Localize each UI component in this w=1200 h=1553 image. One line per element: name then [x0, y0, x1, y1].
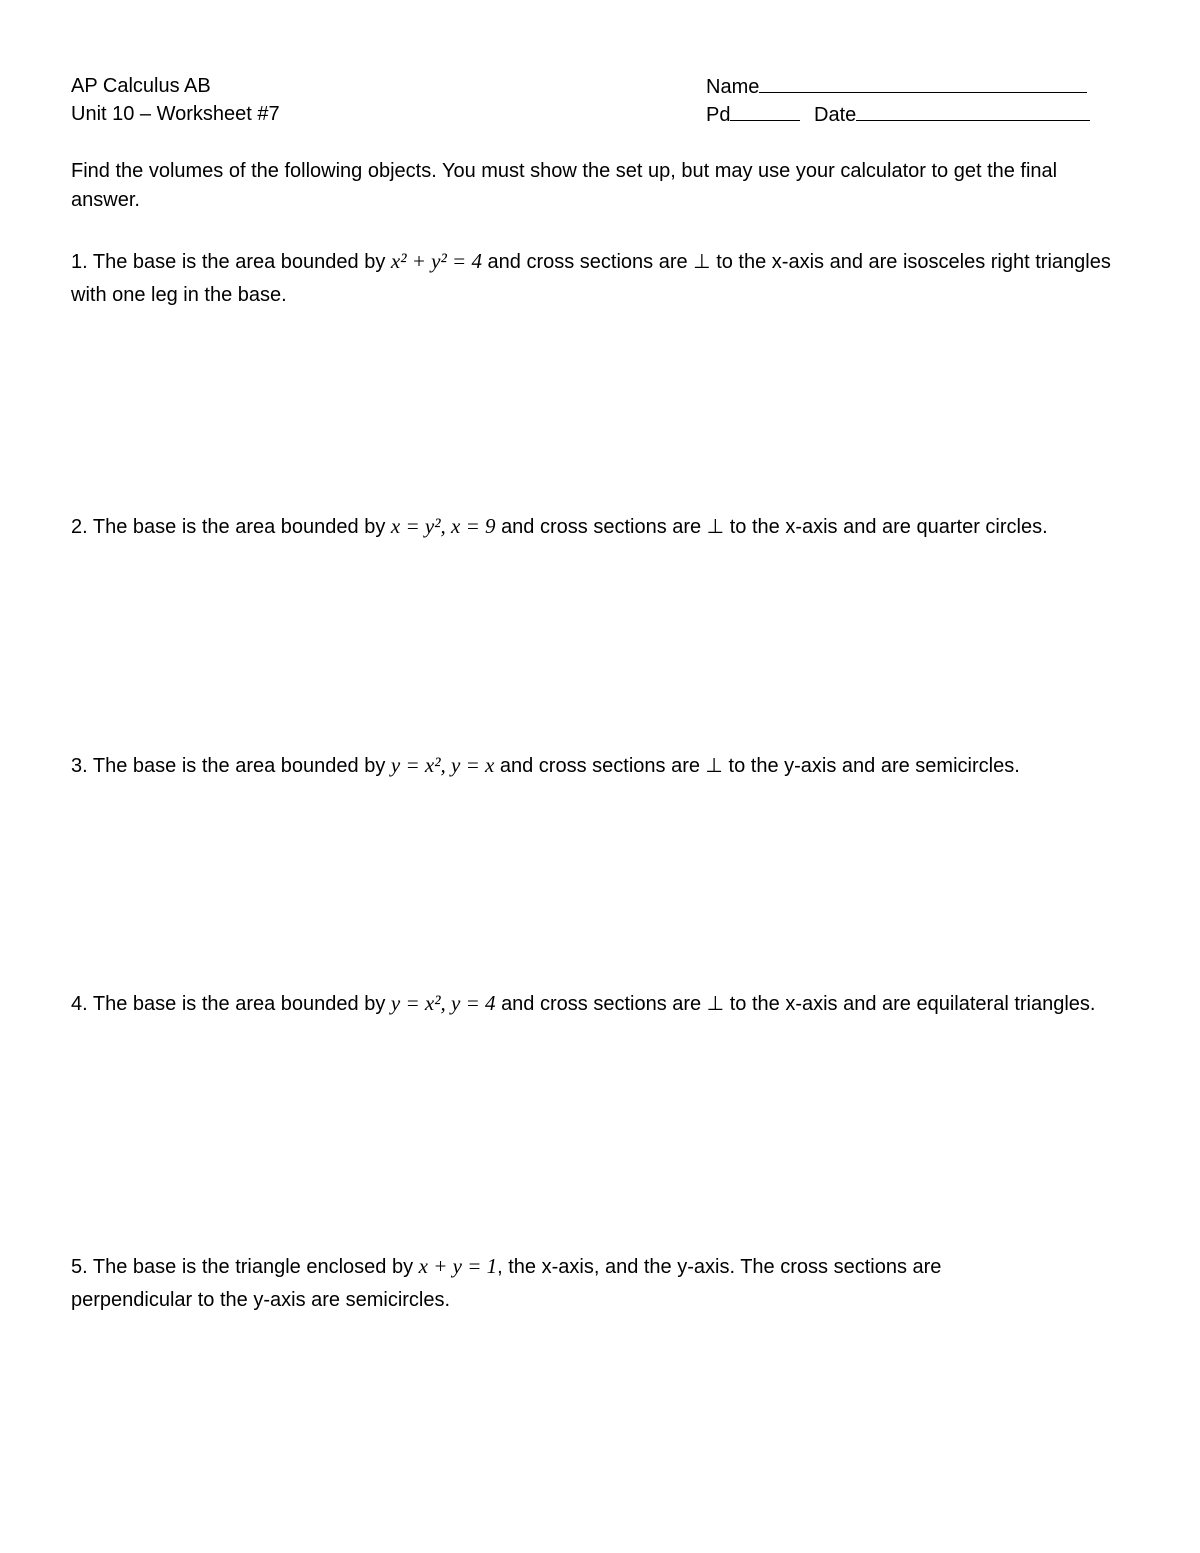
perpendicular-symbol: ⊥	[705, 753, 723, 777]
problem-text: and cross sections are	[501, 516, 702, 538]
problem-text: The base is the area bounded by	[92, 755, 386, 777]
problem-text: and cross sections are	[501, 993, 702, 1015]
period-date-fields	[706, 100, 1090, 129]
problem-number: 5.	[71, 1256, 88, 1278]
period-blank[interactable]	[730, 100, 800, 121]
problem-text: The base is the area bounded by	[92, 993, 386, 1015]
date-blank[interactable]	[856, 100, 1090, 121]
problem-text: The base is the area bounded by	[92, 516, 386, 538]
problem-3	[71, 749, 1171, 783]
problem-5	[71, 1250, 1031, 1317]
problem-text: The base is the area bounded by	[92, 251, 386, 273]
name-field[interactable]	[706, 72, 1087, 101]
problem-2	[71, 510, 1171, 544]
course-title: AP Calculus AB	[71, 75, 211, 97]
problem-text: to the x-axis and are equilateral triangles.	[729, 993, 1096, 1015]
perpendicular-symbol: ⊥	[693, 249, 711, 273]
problem-1	[71, 245, 1131, 312]
problem-text: to the x-axis and are isosceles right triangles with one leg in the base.	[71, 251, 1111, 306]
problem-number: 4.	[71, 993, 88, 1015]
date-label: Date	[814, 104, 857, 126]
period-label: Pd	[706, 104, 731, 126]
problem-number: 3.	[71, 755, 88, 777]
problem-text: and cross sections are	[487, 251, 688, 273]
problem-equation: y = x², y = x	[390, 753, 495, 777]
problem-equation: x = y², x = 9	[390, 514, 496, 538]
problem-text: to the y-axis and are semicircles.	[728, 755, 1020, 777]
perpendicular-symbol: ⊥	[706, 514, 725, 538]
instructions: Find the volumes of the following objects. You must show the set up, but may use your calculator to get the final answer.	[71, 160, 1058, 211]
perpendicular-symbol: ⊥	[706, 991, 725, 1015]
problem-text: and cross sections are	[499, 755, 700, 777]
name-blank[interactable]	[759, 72, 1087, 93]
problem-number: 2.	[71, 516, 88, 538]
unit-title: Unit 10 – Worksheet #7	[71, 103, 280, 125]
problem-equation: x + y = 1	[418, 1254, 498, 1278]
problem-equation: x² + y² = 4	[390, 249, 482, 273]
problem-text: The base is the triangle enclosed by	[92, 1256, 414, 1278]
problem-text: , the x-axis, and the y-axis. The cross sections are perpendicular to the y-axis are semicircles.	[71, 1256, 942, 1311]
name-label: Name	[706, 76, 760, 98]
problem-number: 1.	[71, 251, 88, 273]
problem-text: to the x-axis and are quarter circles.	[729, 516, 1048, 538]
problem-equation: y = x², y = 4	[390, 991, 496, 1015]
problem-4	[71, 987, 1131, 1021]
